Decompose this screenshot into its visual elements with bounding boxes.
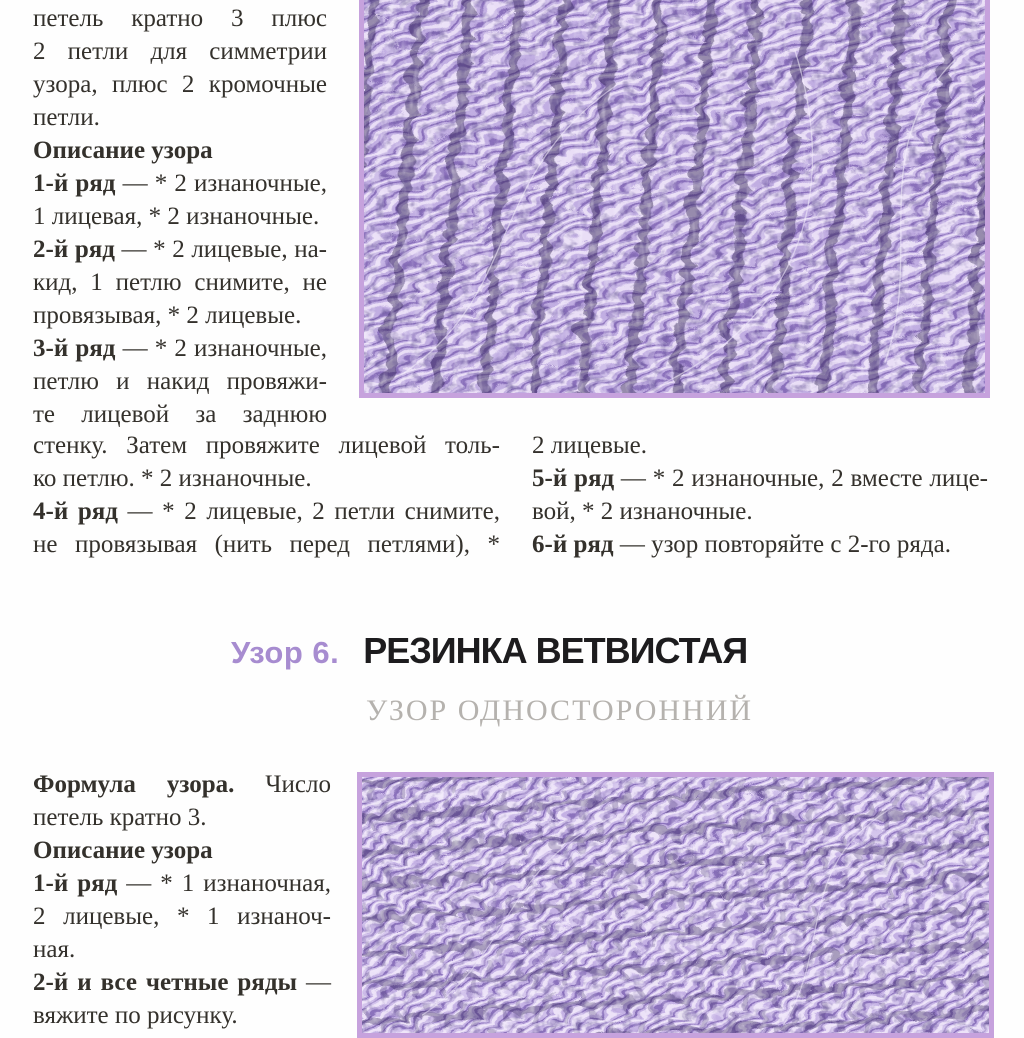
text-line: вяжите по рисунку. xyxy=(33,1002,238,1029)
text-line: 3-й ряд — * 2 изнаночные, xyxy=(33,335,327,362)
text-line: петли. xyxy=(33,104,100,131)
text-line: узора, плюс 2 кромочные xyxy=(33,71,327,98)
text-line: ко петлю. * 2 изнаночные. xyxy=(33,465,312,492)
text-line: петель кратно 3. xyxy=(33,804,207,831)
pattern-description-mid-left-column xyxy=(33,429,500,561)
text-line: Описание узора xyxy=(33,137,213,164)
pattern-subtitle: УЗОР ОДНОСТОРОННИЙ xyxy=(366,694,754,727)
knit-texture-bottom xyxy=(362,777,989,1033)
text-line: 2-й ряд — * 2 лицевые, на- xyxy=(33,236,328,263)
text-line: кид, 1 петлю снимите, не xyxy=(33,269,327,296)
text-line: петлю и накид провяжи- xyxy=(33,368,327,395)
text-line: 1-й ряд — * 1 изнаночная, xyxy=(33,870,331,897)
text-line: 4-й ряд — * 2 лицевые, 2 петли снимите, xyxy=(33,498,501,525)
pattern-title: РЕЗИНКА ВЕТВИСТАЯ xyxy=(363,630,748,671)
text-line: Формула узора. Число xyxy=(33,771,331,798)
text-line: 1-й ряд — * 2 изнаночные, xyxy=(33,170,327,197)
knit-texture-top xyxy=(364,0,985,393)
text-line: 2 петли для симметрии xyxy=(33,38,327,65)
text-line: 5-й ряд — * 2 изнаночные, 2 вместе лице- xyxy=(532,465,989,492)
text-line: те лицевой за заднюю xyxy=(33,401,327,428)
pattern-description-bottom-left-column xyxy=(33,768,331,1032)
pattern-number-label: Узор 6. xyxy=(231,635,340,670)
text-line: 1 лицевая, * 2 изнаночные. xyxy=(33,203,320,230)
text-line: петель кратно 3 плюс xyxy=(33,5,327,32)
text-line: 6-й ряд — узор повторяйте с 2-го ряда. xyxy=(532,531,951,558)
text-line: стенку. Затем провяжите лицевой толь- xyxy=(33,432,500,459)
pattern-description-top-left-column xyxy=(33,2,327,431)
text-line: вой, * 2 изнаночные. xyxy=(532,498,753,525)
text-line: 2-й и все четные ряды — xyxy=(33,969,332,996)
pattern-heading xyxy=(231,630,747,672)
text-line: ная. xyxy=(33,936,76,963)
text-line: провязывая, * 2 лицевые. xyxy=(33,302,302,329)
pattern-description-mid-right-column xyxy=(532,429,988,561)
knit-swatch-photo-top xyxy=(359,0,990,398)
text-line: 2 лицевые, * 1 изнаноч- xyxy=(33,903,331,930)
text-line: не провязывая (нить перед петлями), * xyxy=(33,531,500,558)
text-line: 2 лицевые. xyxy=(532,432,648,459)
text-line: Описание узора xyxy=(33,837,213,864)
knit-swatch-photo-bottom xyxy=(357,772,994,1038)
